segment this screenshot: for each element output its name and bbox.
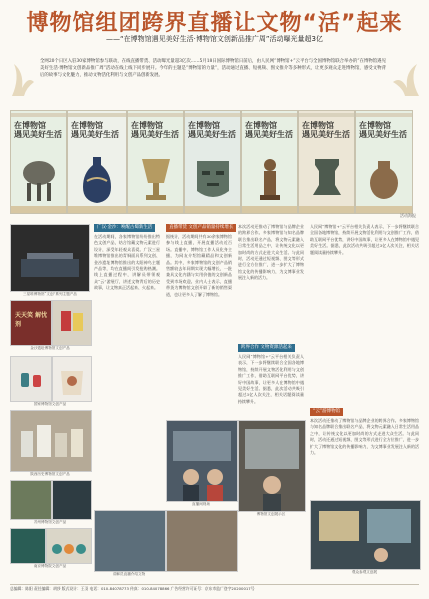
- jar-icon: [364, 155, 404, 205]
- poster-caption: 活动海报: [400, 213, 416, 218]
- photo-caption: 陕西历史博物馆文创产品: [30, 472, 70, 476]
- exhibit-photo: [166, 510, 238, 572]
- article-column: 在活动期间，各家博物馆纷纷推出特色文创产品，结合馆藏文物元素进行设计，深受年轻观众喜爱。广汉三星堆博物馆推出的青铜面具系列文创、金沙遗址博物馆推出的太阳神鸟主题产品等，均在直播间引发抢购热潮。线上直播过程中，讲解员带领观众“云”游展厅，讲述文物背后的历史故事，让文物真正活起来、火起来。: [94, 234, 160, 291]
- photo-caption: 观众参观文创展: [351, 570, 378, 574]
- bronze-vessel-icon: [19, 155, 59, 205]
- article-column: 人民网“博物馆+”云平台相关负责人表示，下一步将继续联合全国各地博物馆，持续开展文物活化利用与文创推广工作，借助互联网平台优势，讲好中国故事，让更多人在博物馆中遇见美好生活。据悉，此次活动共吸引超过3亿人次关注，相关话题阅读量持续攀升。: [310, 224, 419, 255]
- product-photo: [10, 480, 52, 520]
- decorative-pattern: [391, 58, 421, 98]
- poster: 在博物馆 遇见美好生活: [184, 110, 241, 214]
- section-heading: 直播带货 文创产品销量持续增长: [166, 224, 236, 232]
- exhibit-photo: [238, 420, 306, 512]
- product-photo: [10, 528, 46, 564]
- poster: 在博物馆 遇见美好生活: [127, 110, 184, 214]
- photo-caption: 讲解员直播介绍文物: [112, 572, 146, 576]
- section-heading: “云”游博物馆: [310, 408, 343, 416]
- headline: 博物馆组团跨界直播让文物“活”起来: [26, 11, 403, 36]
- photo-caption: 国家博物馆文创产品: [33, 402, 67, 406]
- photo-caption: 金沙遗址博物馆文创产品: [30, 346, 70, 350]
- lead-paragraph: 全网20个日区入驻30家博物馆参与联动，在线直播带货、活动曝光量超3亿次……5月18日国际博物馆日前后，由人民网“博物馆+”云平台与全国博物馆联合举办的“在博物馆遇见美好生活·博物馆文创新品推广周”活动在线上线下同步展开。今年的主题是“博物馆的力量”，活动通过直播、短视频、图文推介等多种形式，让更多观众走进博物馆，感受文物背后的故事与文化魅力，推动文物活化利用与文创产品创新发展。: [40, 59, 386, 78]
- exhibit-photo: [310, 500, 421, 570]
- bronze-vessel-icon: [307, 155, 347, 205]
- article-column: 本次活动还推动了博物馆与品牌企业的跨界合作。多家博物馆与知名品牌联合推出联名产品，将文物元素融入日常生活用品之中，让传统文化以更加时尚的方式走进大众生活。与此同时，活动还通过短视频、图文等形式进行全方位推广，进一步扩大了博物馆文化的传播影响力，为文博事业发展注入新的活力。: [238, 224, 304, 281]
- product-photo: [52, 300, 92, 346]
- livestream-photo: [166, 420, 238, 502]
- livestream-photo: [94, 510, 166, 572]
- product-text: 天天笑 解忧剂: [15, 312, 48, 328]
- article-column: 据统计，活动期间共有30余家博物馆参与线上直播，开展直播活动近百场。直播中，博物馆工作人员化身主播，为网友介绍馆藏精品和文创新品。其中，多家博物馆的文创产品销售额较去年同期实现大幅增长，一批兼具文化内涵与实用价值的文创新品受到市场欢迎。业内人士表示，直播带货为博物馆文创开辟了新的销售渠道，也让更多人了解了博物馆。: [166, 234, 232, 297]
- product-photo: [52, 480, 92, 520]
- poster: 在博物馆 遇见美好生活: [241, 110, 298, 214]
- photo-caption: 博物馆文创展示区: [256, 512, 286, 516]
- product-photo: [10, 356, 52, 402]
- product-photo: [10, 300, 52, 346]
- article-column: 本次活动还推动了博物馆与品牌企业的跨界合作。多家博物馆与知名品牌联合推出联名产品，将文物元素融入日常生活用品之中，让传统文化以更加时尚的方式走进大众生活。与此同时，活动还通过短视频、图文等形式进行全方位推广，进一步扩大了博物馆文化的传播影响力，为文博事业发展注入新的活力。: [310, 418, 419, 456]
- photo-caption: 苏州博物馆文创产品: [33, 520, 67, 524]
- product-photo: [46, 528, 92, 564]
- poster: 在博物馆 遇见美好生活: [10, 110, 67, 214]
- decorative-pattern: [10, 58, 36, 98]
- article-column: 人民网“博物馆+”云平台相关负责人表示，下一步将继续联合全国各地博物馆，持续开展文物活化利用与文创推广工作，借助互联网平台优势，讲好中国故事，让更多人在博物馆中遇见美好生活。据悉，此次活动共吸引超过3亿人次关注，相关话题阅读量持续攀升。: [238, 354, 304, 404]
- product-photo: [10, 410, 92, 472]
- poster: 在博物馆 遇见美好生活: [67, 110, 127, 214]
- bronze-mask-icon: [193, 155, 233, 205]
- section-heading: 广汉·金沙：唤醒古蜀新生活: [94, 224, 155, 232]
- vase-icon: [77, 155, 117, 205]
- photo-caption: 直播间现场: [192, 502, 210, 506]
- poster: 在博物馆 遇见美好生活: [355, 110, 413, 214]
- poster: 在博物馆 遇见美好生活: [298, 110, 355, 214]
- product-photo: [10, 224, 90, 292]
- section-heading: 跨界合作 文物资源活起来: [238, 344, 295, 352]
- product-photo: [52, 356, 92, 402]
- subheadline: ——“在博物馆遇见美好生活·博物馆文创新品推广周”活动曝光量超3亿: [106, 35, 323, 43]
- bronze-cup-icon: [136, 155, 176, 205]
- figure-icon: [250, 155, 290, 205]
- photo-caption: 三星堆博物馆“文创”系列主题产品: [23, 292, 77, 296]
- footer: 总编辑：陈阳 责任编辑：胡莎 版式设计：王羽 电话：010-84078773 传真：010-84078866 广告经营许可证号：京东市监广登字20200017号: [10, 584, 419, 593]
- photo-caption: 南京博物院文创产品: [33, 564, 67, 568]
